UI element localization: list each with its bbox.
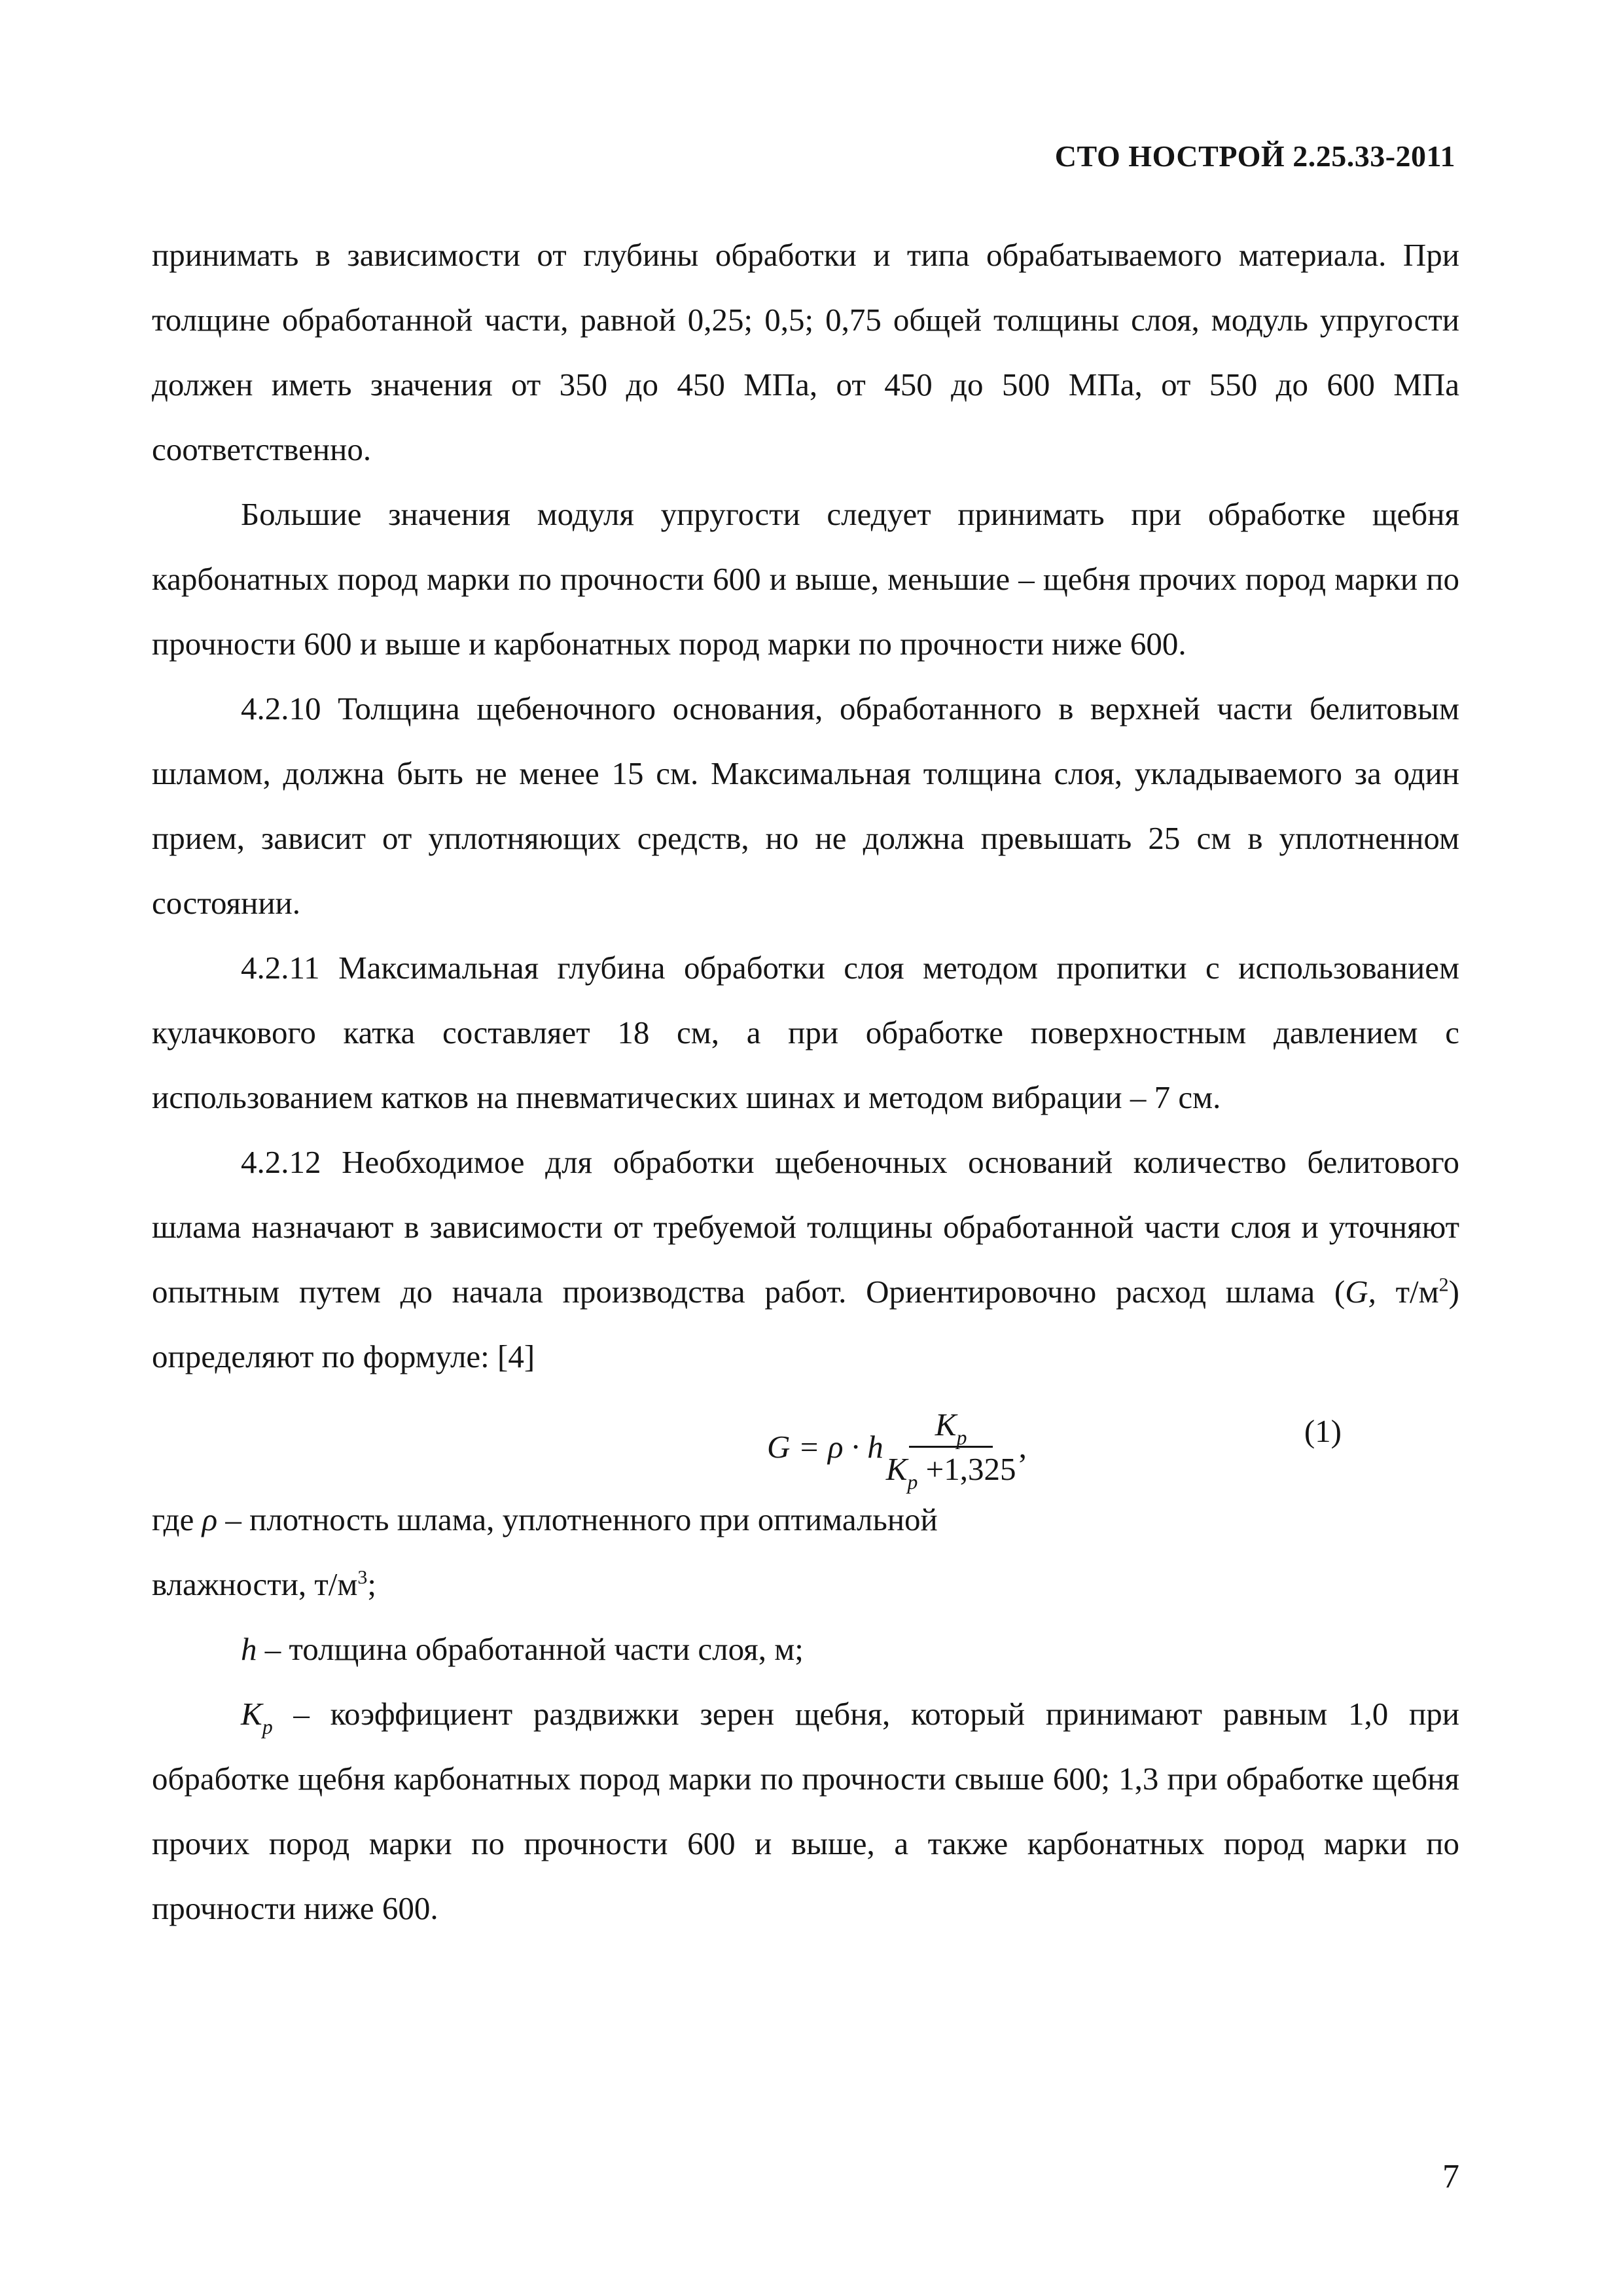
paragraph-modulus-selection: Большие значения модуля упругости следует принимать при обработке щебня карбонатных пород марки по прочности 600 и выше, меньшие – щебня прочих пород марки по прочности 600 и выше и карбонатных пород марки по прочности ниже 600. — [152, 496, 1459, 662]
formula-1 — [152, 1389, 1459, 1494]
h-symbol: h — [241, 1631, 257, 1667]
formula-number: (1) — [1304, 1413, 1342, 1449]
paragraph-modulus-values: принимать в зависимости от глубины обработки и типа обрабатываемого материала. При толщине обработанной части, равной 0,25; 0,5; 0,75 общей толщины слоя, модуль упругости должен иметь значения от 350 до 450 МПа, от 450 до 500 МПа, от 550 до 600 МПа соответственно. — [152, 237, 1459, 467]
formula-numerator — [909, 1408, 993, 1448]
formula-fraction — [885, 1407, 1016, 1494]
definition-h-text: – толщина обработанной части слоя, м; — [257, 1631, 804, 1667]
definition-kp — [152, 1681, 1459, 1941]
document-body — [152, 223, 1459, 1941]
unit-exponent-2: 2 — [1438, 1274, 1449, 1296]
paragraph-4-2-11: 4.2.11 Максимальная глубина обработки слоя методом пропитки с использованием кулачкового катка составляет 18 см, а при обработке поверхностным давлением с использованием катков на пневматических шинах и методом вибрации – 7 см. — [152, 950, 1459, 1115]
formula-comma: , — [1018, 1429, 1027, 1465]
formula-expression — [767, 1407, 1027, 1494]
document-code-header: СТО НОСТРОЙ 2.25.33-2011 — [1054, 139, 1455, 173]
formula-lhs: G = ρ · h — [767, 1429, 883, 1465]
definition-rho-text2: влажности, т/м — [152, 1566, 358, 1602]
definition-kp-text: – коэффициент раздвижки зерен щебня, который принимают равным 1,0 при обработке щебня карбонатных пород марки по прочности свыше 600; 1,3 при обработке щебня прочих пород марки по прочности 600 и выше, а также карбонатных пород марки по прочности ниже 600. — [152, 1696, 1459, 1926]
denominator-constant: +1,325 — [918, 1451, 1016, 1487]
kp-symbol: K — [241, 1696, 262, 1732]
paragraph-4-2-12 — [152, 1130, 1459, 1389]
definition-rho-prefix: где — [152, 1501, 202, 1537]
kp-subscript: p — [262, 1715, 273, 1738]
rho-symbol: ρ — [202, 1501, 218, 1537]
definition-rho — [152, 1487, 1459, 1552]
definition-rho-continued — [152, 1552, 1459, 1617]
variable-g: G, — [1345, 1274, 1376, 1310]
paragraph-4-2-10: 4.2.10 Толщина щебеночного основания, обработанного в верхней части белитовым шламом, должна быть не менее 15 см. Максимальная толщина слоя, укладываемого за один прием, зависит от уплотняющих средств, но не должна превышать 25 см в уплотненном состоянии. — [152, 691, 1459, 921]
numerator-k: K — [935, 1407, 957, 1443]
denominator-k: K — [885, 1451, 908, 1487]
definition-h — [152, 1617, 1459, 1681]
page-number: 7 — [1442, 2158, 1459, 2195]
denominator-k-subscript: p — [907, 1470, 918, 1494]
unit-exponent-3: 3 — [357, 1566, 368, 1588]
formula-denominator — [885, 1448, 1016, 1494]
definition-rho-text: – плотность шлама, уплотненного при оптимальной — [217, 1501, 938, 1537]
numerator-k-subscript: p — [956, 1426, 967, 1449]
paragraph-4-2-12-text: 4.2.12 Необходимое для обработки щебеночных оснований количество белитового шлама назначают в зависимости от требуемой толщины обработанной части слоя и уточняют опытным путем до начала производства работ. Ориентировочно расход шлама ( — [152, 1144, 1459, 1310]
unit-t-per-m: т/м — [1376, 1274, 1439, 1310]
paragraph-4-2-12-tail: ) определяют по формуле: [4] — [152, 1274, 1459, 1374]
definition-rho-end: ; — [367, 1566, 377, 1602]
